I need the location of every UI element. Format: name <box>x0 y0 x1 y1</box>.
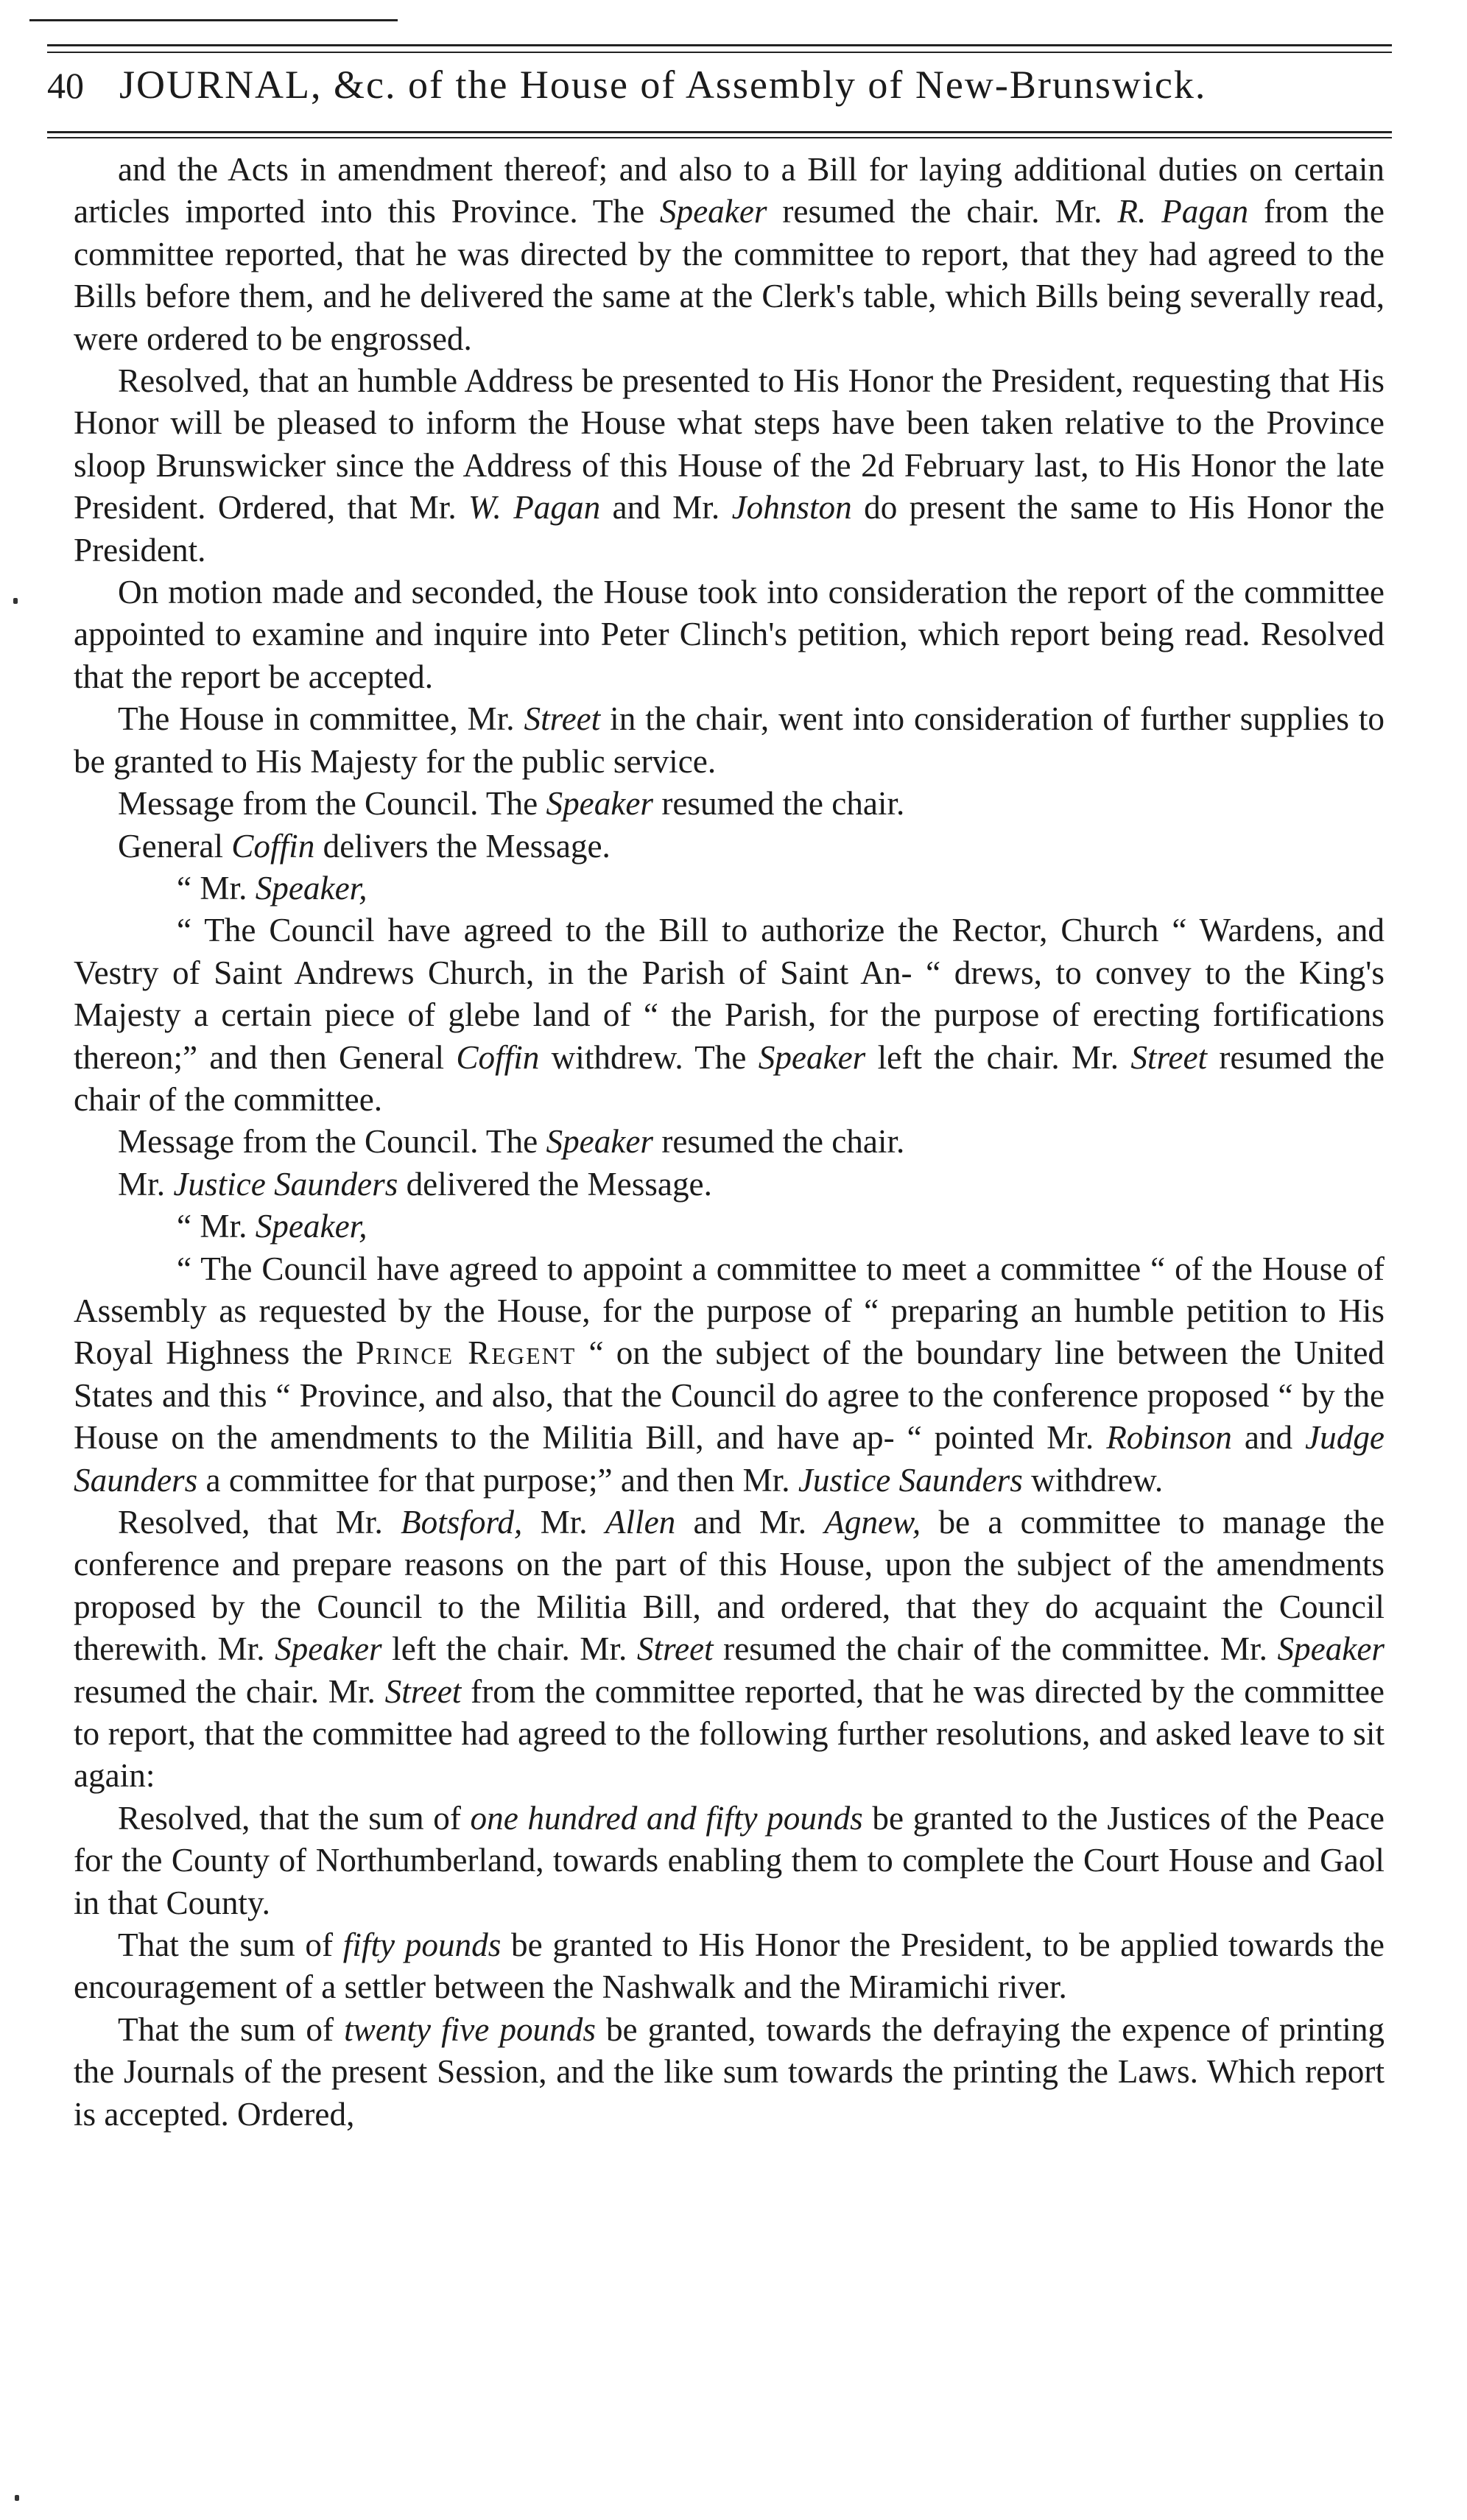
italic-name: R. Pagan <box>1117 193 1249 230</box>
header-rule-upper-thin <box>47 52 1392 53</box>
text-run: be granted, towards the defraying the expence of printing the Journals of the present Session, and the like sum towards the printing the Laws. Which report is accepted. Ordered, <box>74 2010 1385 2133</box>
italic-name: Agnew, <box>824 1504 921 1541</box>
text-run: do present the same to His Honor the President. <box>74 489 1385 569</box>
text-run: resumed the chair of the committee. Mr. <box>713 1630 1278 1668</box>
paragraph <box>74 2009 1385 2136</box>
italic-name: Robinson <box>1106 1419 1232 1457</box>
paragraph <box>74 571 1385 698</box>
paragraph <box>74 783 1385 825</box>
margin-mark <box>15 2495 19 2501</box>
text-run: left the chair. Mr. <box>865 1038 1131 1076</box>
italic-name: Justice Saunders <box>798 1461 1023 1499</box>
small-caps-text: Prince Regent <box>355 1334 577 1372</box>
text-run: withdrew. The <box>539 1038 759 1076</box>
italic-name: Coffin <box>231 827 315 865</box>
italic-name: Street <box>384 1672 462 1710</box>
text-run: “ on the subject of the boundary line between the United States and this “ Province, and also, that the Council do agree to the conference proposed “ by the House on the amendments to the Militia Bill, and have ap- “ pointed Mr. <box>74 1334 1385 1457</box>
text-run: withdrew. <box>1022 1461 1164 1499</box>
text-run: The House in committee, Mr. <box>118 700 524 738</box>
italic-name: Street <box>524 700 601 738</box>
italic-name: W. Pagan <box>468 489 601 527</box>
italic-name: Street <box>1130 1038 1208 1076</box>
text-run: That the sum of <box>118 1926 343 1964</box>
paragraph <box>74 1502 1385 1798</box>
italic-name: one hundred and fifty pounds <box>470 1799 863 1837</box>
header-rule-lower <box>47 131 1392 133</box>
text-run: resumed the chair. <box>653 1123 905 1161</box>
paragraph <box>74 1924 1385 2009</box>
paragraph <box>74 1248 1385 1502</box>
text-run: Mr. <box>118 1165 174 1203</box>
page-header <box>47 62 1392 125</box>
text-run: in the chair, went into consideration of further supplies to be granted to His Majesty for the public service. <box>74 700 1385 780</box>
italic-name: Johnston <box>731 489 852 527</box>
italic-name: Speaker <box>275 1630 382 1668</box>
page-number: 40 <box>47 65 84 106</box>
text-run: “ The Council have agreed to the Bill to authorize the Rector, Church “ Wardens, and Vestry of Saint Andrews Church, in the Parish of Saint An- “ drews, to convey to the King's Majesty a certain piece of glebe land of “ the Parish, for the purpose of erecting fortifications thereon;” and then General <box>74 912 1385 1076</box>
paragraph <box>74 149 1385 360</box>
italic-name: Speaker <box>546 1123 654 1161</box>
italic-name: Speaker <box>1277 1630 1385 1668</box>
text-run: “ The Council have agreed to appoint a committee to meet a committee “ of the House of Assembly as requested by the House, for the purpose of “ preparing an humble petition to His Royal Highness the <box>74 1250 1385 1372</box>
italic-name: Speaker <box>546 785 654 823</box>
italic-name: Allen <box>605 1504 676 1541</box>
paragraph <box>74 1206 1385 1247</box>
italic-name: Speaker <box>659 193 767 230</box>
paragraph <box>74 826 1385 867</box>
paragraph <box>74 909 1385 1121</box>
margin-mark <box>13 598 18 604</box>
running-title: JOURNAL, &c. of the House of Assembly of New-Brunswick. <box>119 63 1207 107</box>
text-run: delivered the Message. <box>398 1165 712 1203</box>
italic-name: Street <box>636 1630 714 1668</box>
italic-name: Speaker <box>758 1038 866 1076</box>
text-run: “ Mr. <box>177 1208 256 1245</box>
text-run: Resolved, that an humble Address be presented to His Honor the President, requesting that His Honor will be pleased to inform the House what steps have been taken relative to the Province sloop Brunswicker since the Address of this House of the 2d February last, to His Honor the late President. Ordered, that Mr. <box>74 362 1385 527</box>
text-run: and Mr. <box>675 1504 825 1541</box>
text-run: and the Acts in amendment thereof; and also to a Bill for laying additional duties on certain articles imported into this Province. The <box>74 151 1385 230</box>
text-run: delivers the Message. <box>314 827 611 865</box>
text-run: Resolved, that Mr. <box>118 1504 401 1541</box>
text-run: That the sum of <box>118 2010 345 2048</box>
text-run: On motion made and seconded, the House took into consideration the report of the committee appointed to examine and inquire into Peter Clinch's petition, which report being read. Resolved that the report be accepted. <box>74 574 1385 695</box>
text-run: General <box>118 827 232 865</box>
header-rule-upper <box>47 44 1392 46</box>
italic-name: Botsford, <box>401 1504 523 1541</box>
text-run: resumed the chair of the committee. <box>74 1038 1385 1118</box>
italic-name: Coffin <box>456 1038 540 1076</box>
italic-name: fifty pounds <box>342 1926 502 1964</box>
paragraph <box>74 1798 1385 1924</box>
paragraph <box>74 1121 1385 1163</box>
text-run: from the committee reported, that he was directed by the committee to report, that the committee had agreed to the following further resolutions, and asked leave to sit again: <box>74 1672 1385 1795</box>
text-run: be granted to the Justices of the Peace for the County of Northumberland, towards enabling them to complete the Court House and Gaol in that County. <box>74 1799 1385 1921</box>
text-run: Message from the Council. The <box>118 785 546 823</box>
text-run: “ Mr. <box>177 869 256 907</box>
text-run: left the chair. Mr. <box>381 1630 637 1668</box>
text-run: and Mr. <box>600 489 732 527</box>
text-run: resumed the chair. <box>653 785 905 823</box>
paragraph <box>74 1164 1385 1206</box>
paragraph <box>74 698 1385 783</box>
text-run: and <box>1231 1419 1306 1457</box>
header-rule-lower-thin <box>47 137 1392 138</box>
text-run: Resolved, that the sum of <box>118 1799 471 1837</box>
italic-name: Justice Saunders <box>173 1165 398 1203</box>
text-run: a committee for that purpose;” and then Mr. <box>197 1461 798 1499</box>
italic-name: Speaker, <box>255 869 367 907</box>
text-run: be a committee to manage the conference and prepare reasons on the part of this House, upon the subject of the amendments proposed by the Council to the Militia Bill, and ordered, that they do acquaint the Council therewith. Mr. <box>74 1504 1385 1668</box>
text-run: be granted to His Honor the President, to be applied towards the encouragement of a settler between the Nashwalk and the Miramichi river. <box>74 1926 1385 2006</box>
italic-name: twenty five pounds <box>344 2010 596 2048</box>
text-run: from the committee reported, that he was directed by the committee to report, that they had agreed to the Bills before them, and he delivered the same at the Clerk's table, which Bills being severally read, were ordered to be engrossed. <box>74 193 1385 357</box>
italic-name: Judge Saunders <box>74 1419 1385 1499</box>
top-rule <box>29 19 398 21</box>
text-run: Mr. <box>522 1504 605 1541</box>
text-run: resumed the chair. Mr. <box>767 193 1118 230</box>
paragraph <box>74 867 1385 909</box>
italic-name: Speaker, <box>255 1208 367 1245</box>
journal-body <box>74 149 1385 2136</box>
text-run: Message from the Council. The <box>118 1123 546 1161</box>
text-run: resumed the chair. Mr. <box>74 1672 385 1710</box>
paragraph <box>74 360 1385 571</box>
